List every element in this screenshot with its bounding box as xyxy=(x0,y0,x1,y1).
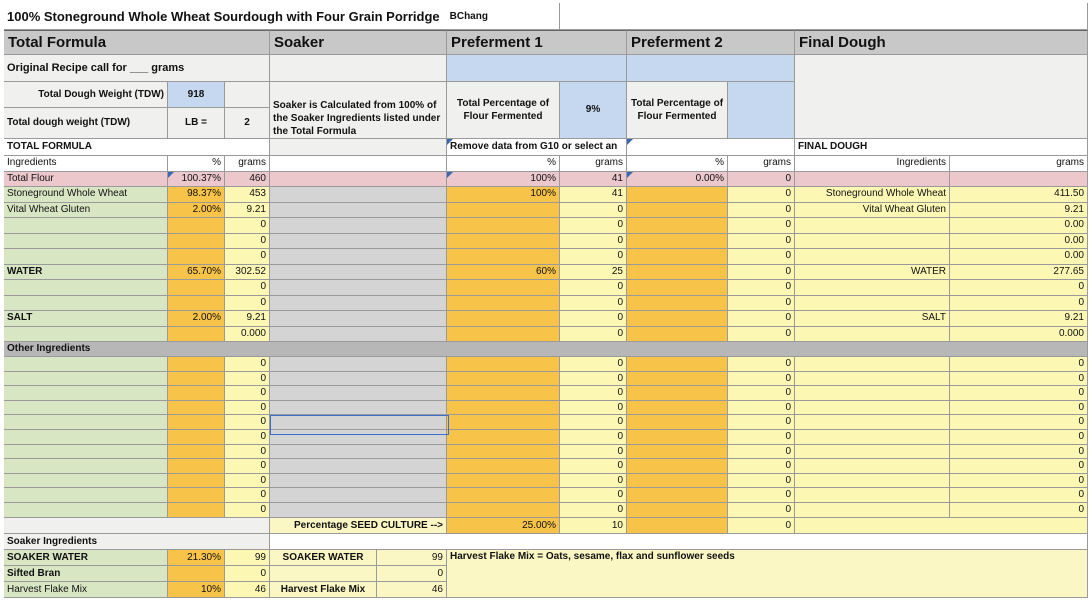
fd-name[interactable] xyxy=(795,503,950,518)
section-total-formula: Total Formula xyxy=(4,30,270,55)
pf2-grams[interactable]: 0 xyxy=(728,459,795,474)
tf-ingredient-name[interactable]: Total Flour xyxy=(4,172,168,188)
empty-cell[interactable] xyxy=(560,3,1088,30)
pf1-grams[interactable]: 0 xyxy=(560,234,627,250)
pf1-pct[interactable] xyxy=(447,234,560,250)
pf2-grams-header: grams xyxy=(728,156,795,172)
soaker-cell[interactable] xyxy=(270,327,447,343)
tdw-lb-label: Total dough weight (TDW) xyxy=(4,108,168,139)
fd-grams[interactable]: 0 xyxy=(950,445,1088,460)
section-preferment-2: Preferment 2 xyxy=(627,30,795,55)
fd-name[interactable] xyxy=(795,401,950,416)
tf-ingredient-name[interactable] xyxy=(4,296,168,312)
pf1-grams[interactable]: 0 xyxy=(560,474,627,489)
pf2-pct[interactable] xyxy=(627,488,728,503)
fd-grams[interactable]: 277.65 xyxy=(950,265,1088,281)
pf1-note: Remove data from G10 or select an xyxy=(447,139,627,156)
fd-grams[interactable]: 0 xyxy=(950,296,1088,312)
other-name[interactable] xyxy=(4,445,168,460)
pf1-pct[interactable] xyxy=(447,474,560,489)
pf1-grams[interactable]: 0 xyxy=(560,311,627,327)
soaker-cell[interactable] xyxy=(270,488,447,503)
blank[interactable] xyxy=(4,518,270,534)
tf-pct[interactable]: 98.37% xyxy=(168,187,225,203)
pf2-pct[interactable] xyxy=(627,203,728,219)
other-name[interactable] xyxy=(4,415,168,430)
fd-name[interactable] xyxy=(795,415,950,430)
pf2-pct[interactable] xyxy=(627,459,728,474)
pf2-grams[interactable]: 0 xyxy=(728,401,795,416)
pf2-grams[interactable]: 0 xyxy=(728,249,795,265)
soaker-cell[interactable] xyxy=(270,357,447,372)
blank[interactable] xyxy=(795,518,1088,534)
pf2-pct[interactable] xyxy=(627,249,728,265)
pf1-grams[interactable]: 41 xyxy=(560,187,627,203)
tf-grams[interactable]: 453 xyxy=(225,187,270,203)
tf-grams[interactable]: 9.21 xyxy=(225,311,270,327)
soaker-ingredient-name[interactable]: Sifted Bran xyxy=(4,566,168,582)
pf2-grams[interactable]: 0 xyxy=(728,386,795,401)
soaker-grams[interactable]: 0 xyxy=(377,566,447,582)
cell-selection[interactable] xyxy=(270,415,449,435)
other-grams[interactable]: 0 xyxy=(225,430,270,445)
author-label: BChang xyxy=(449,10,488,22)
pf1-pct[interactable]: 100% xyxy=(447,172,560,188)
pf1-pct[interactable] xyxy=(447,488,560,503)
tf-pct[interactable] xyxy=(168,296,225,312)
fd-name[interactable] xyxy=(795,445,950,460)
pf1-grams[interactable]: 0 xyxy=(560,218,627,234)
soaker-ingredient-pct[interactable]: 21.30% xyxy=(168,550,225,566)
pf2-pct-label: Total Percentage of Flour Fermented xyxy=(627,82,728,139)
fd-ingredient-name[interactable] xyxy=(795,280,950,296)
pf2-pct[interactable] xyxy=(627,234,728,250)
fd-ingredient-name[interactable] xyxy=(795,172,950,188)
pf2-grams[interactable]: 0 xyxy=(728,430,795,445)
tf-ingredient-name[interactable]: WATER xyxy=(4,265,168,281)
pf1-pct[interactable] xyxy=(447,401,560,416)
tdw-label: Total Dough Weight (TDW) xyxy=(4,82,168,108)
fd-name[interactable] xyxy=(795,386,950,401)
soaker-ingredient-grams[interactable]: 46 xyxy=(225,582,270,598)
soaker-ingredient-pct[interactable]: 10% xyxy=(168,582,225,598)
pf1-pct[interactable] xyxy=(447,386,560,401)
pf2-pct[interactable] xyxy=(627,518,728,534)
soaker-cell[interactable] xyxy=(270,386,447,401)
section-preferment-1: Preferment 1 xyxy=(447,30,627,55)
other-name[interactable] xyxy=(4,430,168,445)
soaker-cell[interactable] xyxy=(270,172,447,188)
soaker-ingredient-grams[interactable]: 0 xyxy=(225,566,270,582)
other-pct[interactable] xyxy=(168,401,225,416)
other-name[interactable] xyxy=(4,386,168,401)
pf2-pct[interactable] xyxy=(627,311,728,327)
other-name[interactable] xyxy=(4,488,168,503)
tf-pct[interactable]: 65.70% xyxy=(168,265,225,281)
pf1-grams[interactable]: 0 xyxy=(560,430,627,445)
pf1-pct[interactable]: 100% xyxy=(447,187,560,203)
soaker-cell[interactable] xyxy=(270,459,447,474)
tf-grams[interactable]: 0.000 xyxy=(225,327,270,343)
final-dough-label: FINAL DOUGH xyxy=(795,139,1088,156)
other-pct[interactable] xyxy=(168,459,225,474)
tdw-lb-value[interactable]: 2 xyxy=(225,108,270,139)
pf1-pct[interactable]: 60% xyxy=(447,265,560,281)
pf1-grams[interactable]: 0 xyxy=(560,445,627,460)
pf1-grams[interactable]: 0 xyxy=(560,296,627,312)
pf2-grams[interactable]: 0 xyxy=(728,488,795,503)
other-name[interactable] xyxy=(4,372,168,387)
comment-indicator-icon xyxy=(627,172,633,178)
pf1-grams[interactable]: 0 xyxy=(560,372,627,387)
tf-pct[interactable]: 2.00% xyxy=(168,203,225,219)
soaker-cell[interactable] xyxy=(270,218,447,234)
seed-culture-grams[interactable]: 10 xyxy=(560,518,627,534)
fd-grams-header: grams xyxy=(950,156,1088,172)
fd-ingredient-name[interactable]: WATER xyxy=(795,265,950,281)
fd-name[interactable] xyxy=(795,488,950,503)
soaker-blank[interactable] xyxy=(270,55,447,82)
tdw-value[interactable]: 918 xyxy=(168,82,225,108)
other-pct[interactable] xyxy=(168,372,225,387)
fd-ingredient-name[interactable] xyxy=(795,327,950,343)
final-blank[interactable] xyxy=(795,55,1088,139)
soaker-name[interactable]: SOAKER WATER xyxy=(270,550,377,566)
fd-ingredient-name[interactable] xyxy=(795,234,950,250)
other-grams[interactable]: 0 xyxy=(225,372,270,387)
pf1-pct[interactable] xyxy=(447,357,560,372)
other-pct[interactable] xyxy=(168,430,225,445)
pf1-grams[interactable]: 0 xyxy=(560,327,627,343)
tf-ingredient-name[interactable]: Vital Wheat Gluten xyxy=(4,203,168,219)
fd-name[interactable] xyxy=(795,430,950,445)
fd-grams[interactable]: 0 xyxy=(950,386,1088,401)
tf-pct[interactable] xyxy=(168,280,225,296)
pf1-pct[interactable] xyxy=(447,415,560,430)
blank[interactable] xyxy=(270,534,1088,550)
other-pct[interactable] xyxy=(168,503,225,518)
other-grams[interactable]: 0 xyxy=(225,488,270,503)
pf2-pct[interactable] xyxy=(627,218,728,234)
other-name[interactable] xyxy=(4,459,168,474)
fd-grams[interactable]: 0 xyxy=(950,459,1088,474)
pf2-pct-header: % xyxy=(627,156,728,172)
comment-indicator-icon xyxy=(447,172,453,178)
pf2-grams[interactable]: 0 xyxy=(728,474,795,489)
fd-name[interactable] xyxy=(795,357,950,372)
fd-grams[interactable]: 0 xyxy=(950,488,1088,503)
fd-ingredient-name[interactable]: Vital Wheat Gluten xyxy=(795,203,950,219)
tf-ingredient-name[interactable] xyxy=(4,218,168,234)
tf-ingredient-name[interactable]: SALT xyxy=(4,311,168,327)
other-grams[interactable]: 0 xyxy=(225,415,270,430)
tf-grams[interactable]: 302.52 xyxy=(225,265,270,281)
other-grams[interactable]: 0 xyxy=(225,474,270,489)
pf1-grams[interactable]: 0 xyxy=(560,503,627,518)
fd-grams[interactable]: 9.21 xyxy=(950,311,1088,327)
soaker-cell[interactable] xyxy=(270,445,447,460)
pf1-grams[interactable]: 0 xyxy=(560,357,627,372)
fd-grams[interactable]: 0 xyxy=(950,401,1088,416)
pf1-grams[interactable]: 0 xyxy=(560,203,627,219)
comment-indicator-icon xyxy=(168,172,174,178)
other-pct[interactable] xyxy=(168,357,225,372)
ingredients-header: Ingredients xyxy=(4,156,168,172)
pf1-grams[interactable]: 0 xyxy=(560,488,627,503)
pf1-pct[interactable] xyxy=(447,218,560,234)
pf1-pct[interactable] xyxy=(447,430,560,445)
fd-ingredient-name[interactable] xyxy=(795,296,950,312)
pf2-grams[interactable]: 0 xyxy=(728,445,795,460)
fd-ingredient-name[interactable]: Stoneground Whole Wheat xyxy=(795,187,950,203)
fd-ingredients-header: Ingredients xyxy=(795,156,950,172)
pf1-grams-header: grams xyxy=(560,156,627,172)
soaker-grams[interactable]: 46 xyxy=(377,582,447,598)
soaker-cell[interactable] xyxy=(270,203,447,219)
pf1-grams[interactable]: 0 xyxy=(560,415,627,430)
pf1-pct[interactable] xyxy=(447,372,560,387)
blank[interactable] xyxy=(270,156,447,172)
pf2-note[interactable] xyxy=(627,139,795,156)
pf2-grams[interactable]: 0 xyxy=(728,518,795,534)
sheet-title[interactable]: 100% Stoneground Whole Wheat Sourdough with Four Grain Porridge BChang xyxy=(4,3,560,30)
soaker-cell[interactable] xyxy=(270,401,447,416)
fd-grams[interactable]: 0 xyxy=(950,474,1088,489)
tf-grams[interactable]: 0 xyxy=(225,249,270,265)
pf1-pct[interactable] xyxy=(447,296,560,312)
comment-indicator-icon xyxy=(627,139,633,145)
pf2-pct[interactable] xyxy=(627,474,728,489)
pf1-grams[interactable]: 0 xyxy=(560,280,627,296)
pf2-grams[interactable]: 0 xyxy=(728,372,795,387)
fd-grams[interactable]: 0 xyxy=(950,415,1088,430)
fd-grams[interactable] xyxy=(950,172,1088,188)
fd-grams[interactable]: 0 xyxy=(950,280,1088,296)
fd-grams[interactable]: 0.00 xyxy=(950,249,1088,265)
pf2-pct[interactable] xyxy=(627,503,728,518)
pf2-pct[interactable] xyxy=(627,296,728,312)
pf1-pct[interactable] xyxy=(447,503,560,518)
soaker-cell[interactable] xyxy=(270,265,447,281)
other-ingredients-label: Other Ingredients xyxy=(4,342,1088,357)
tdw-lb-unit: LB = xyxy=(168,108,225,139)
pf2-pct-value[interactable] xyxy=(728,82,795,139)
other-grams[interactable]: 0 xyxy=(225,386,270,401)
pf2-pct[interactable] xyxy=(627,386,728,401)
fd-ingredient-name[interactable]: SALT xyxy=(795,311,950,327)
pf1-pct[interactable] xyxy=(447,249,560,265)
fd-ingredient-name[interactable] xyxy=(795,218,950,234)
pf2-pct[interactable] xyxy=(627,280,728,296)
soaker-cell[interactable] xyxy=(270,503,447,518)
other-name[interactable] xyxy=(4,474,168,489)
fd-grams[interactable]: 0.00 xyxy=(950,234,1088,250)
fd-ingredient-name[interactable] xyxy=(795,249,950,265)
tf-grams[interactable]: 9.21 xyxy=(225,203,270,219)
soaker-cell[interactable] xyxy=(270,187,447,203)
pf1-grams[interactable]: 0 xyxy=(560,459,627,474)
grams-header: grams xyxy=(225,156,270,172)
soaker-ingredient-pct[interactable] xyxy=(168,566,225,582)
fd-grams[interactable]: 0.00 xyxy=(950,218,1088,234)
tf-ingredient-name[interactable]: Stoneground Whole Wheat xyxy=(4,187,168,203)
soaker-cell[interactable] xyxy=(270,296,447,312)
other-grams[interactable]: 0 xyxy=(225,459,270,474)
pf1-grams[interactable]: 0 xyxy=(560,386,627,401)
pf1-blank[interactable] xyxy=(447,55,627,82)
pf1-pct-label: Total Percentage of Flour Fermented xyxy=(447,82,560,139)
tf-pct[interactable] xyxy=(168,249,225,265)
other-pct[interactable] xyxy=(168,415,225,430)
fd-grams[interactable]: 0 xyxy=(950,430,1088,445)
tf-grams[interactable]: 0 xyxy=(225,280,270,296)
soaker-note: Soaker is Calculated from 100% of the Soaker Ingredients listed under the Total Formula xyxy=(270,82,447,139)
soaker-name[interactable] xyxy=(270,566,377,582)
pf1-grams[interactable]: 25 xyxy=(560,265,627,281)
pf2-grams[interactable]: 0 xyxy=(728,415,795,430)
tf-grams[interactable]: 460 xyxy=(225,172,270,188)
fd-grams[interactable]: 0.000 xyxy=(950,327,1088,343)
section-final-dough: Final Dough xyxy=(795,30,1088,55)
fd-grams[interactable]: 0 xyxy=(950,357,1088,372)
pf1-pct[interactable] xyxy=(447,311,560,327)
pf2-grams[interactable]: 0 xyxy=(728,234,795,250)
pf2-grams[interactable]: 0 xyxy=(728,203,795,219)
pf1-grams[interactable]: 0 xyxy=(560,401,627,416)
pf2-pct[interactable] xyxy=(627,415,728,430)
other-name[interactable] xyxy=(4,357,168,372)
other-grams[interactable]: 0 xyxy=(225,445,270,460)
section-soaker: Soaker xyxy=(270,30,447,55)
tf-pct[interactable] xyxy=(168,218,225,234)
pf1-pct[interactable] xyxy=(447,327,560,343)
tf-pct[interactable]: 2.00% xyxy=(168,311,225,327)
original-recipe-label: Original Recipe call for ___ grams xyxy=(4,55,270,82)
pf1-pct[interactable] xyxy=(447,280,560,296)
other-grams[interactable]: 0 xyxy=(225,357,270,372)
pf2-pct[interactable]: 0.00% xyxy=(627,172,728,188)
pf2-pct[interactable] xyxy=(627,265,728,281)
pf2-pct[interactable] xyxy=(627,401,728,416)
soaker-ingredient-name[interactable]: Harvest Flake Mix xyxy=(4,582,168,598)
pf2-grams[interactable]: 0 xyxy=(728,280,795,296)
pf2-grams[interactable]: 0 xyxy=(728,172,795,188)
soaker-cell[interactable] xyxy=(270,311,447,327)
pf2-grams[interactable]: 0 xyxy=(728,357,795,372)
other-pct[interactable] xyxy=(168,488,225,503)
pf2-grams[interactable]: 0 xyxy=(728,218,795,234)
blank[interactable] xyxy=(270,139,447,156)
pf2-pct[interactable] xyxy=(627,372,728,387)
fd-grams[interactable]: 411.50 xyxy=(950,187,1088,203)
other-name[interactable] xyxy=(4,401,168,416)
pf1-grams[interactable]: 41 xyxy=(560,172,627,188)
fd-name[interactable] xyxy=(795,372,950,387)
soaker-cell[interactable] xyxy=(270,372,447,387)
tf-ingredient-name[interactable] xyxy=(4,249,168,265)
fd-grams[interactable]: 9.21 xyxy=(950,203,1088,219)
pf2-grams[interactable]: 0 xyxy=(728,311,795,327)
soaker-grams[interactable]: 99 xyxy=(377,550,447,566)
comment-indicator-icon xyxy=(447,139,453,145)
pf2-pct[interactable] xyxy=(627,357,728,372)
other-pct[interactable] xyxy=(168,386,225,401)
blank[interactable] xyxy=(225,82,270,108)
pf2-grams[interactable]: 0 xyxy=(728,187,795,203)
pf2-grams[interactable]: 0 xyxy=(728,503,795,518)
tf-ingredient-name[interactable] xyxy=(4,327,168,343)
other-name[interactable] xyxy=(4,503,168,518)
pf1-pct[interactable] xyxy=(447,459,560,474)
soaker-ingredient-grams[interactable]: 99 xyxy=(225,550,270,566)
other-grams[interactable]: 0 xyxy=(225,401,270,416)
soaker-ingredients-label: Soaker Ingredients xyxy=(4,534,270,550)
fd-name[interactable] xyxy=(795,474,950,489)
seed-culture-pct[interactable]: 25.00% xyxy=(447,518,560,534)
pf2-pct[interactable] xyxy=(627,445,728,460)
tf-grams[interactable]: 0 xyxy=(225,234,270,250)
fd-grams[interactable]: 0 xyxy=(950,503,1088,518)
total-formula-label: TOTAL FORMULA xyxy=(4,139,270,156)
soaker-cell[interactable] xyxy=(270,280,447,296)
tf-ingredient-name[interactable] xyxy=(4,234,168,250)
soaker-cell[interactable] xyxy=(270,474,447,489)
pf2-grams[interactable]: 0 xyxy=(728,296,795,312)
pct-header: % xyxy=(168,156,225,172)
other-pct[interactable] xyxy=(168,474,225,489)
soaker-ingredient-name[interactable]: SOAKER WATER xyxy=(4,550,168,566)
tf-grams[interactable]: 0 xyxy=(225,296,270,312)
soaker-name[interactable]: Harvest Flake Mix xyxy=(270,582,377,598)
pf1-pct-value[interactable]: 9% xyxy=(560,82,627,139)
harvest-note: Harvest Flake Mix = Oats, sesame, flax and sunflower seeds xyxy=(447,550,1088,598)
pf1-grams[interactable]: 0 xyxy=(560,249,627,265)
soaker-cell[interactable] xyxy=(270,249,447,265)
pf1-pct[interactable] xyxy=(447,203,560,219)
pf2-pct[interactable] xyxy=(627,187,728,203)
pf2-blank[interactable] xyxy=(627,55,795,82)
tf-pct[interactable] xyxy=(168,327,225,343)
fd-name[interactable] xyxy=(795,459,950,474)
other-pct[interactable] xyxy=(168,445,225,460)
tf-ingredient-name[interactable] xyxy=(4,280,168,296)
other-grams[interactable]: 0 xyxy=(225,503,270,518)
soaker-cell[interactable] xyxy=(270,234,447,250)
pf2-pct[interactable] xyxy=(627,327,728,343)
pf2-pct[interactable] xyxy=(627,430,728,445)
tf-grams[interactable]: 0 xyxy=(225,218,270,234)
seed-culture-label: Percentage SEED CULTURE --> xyxy=(270,518,447,534)
pf2-grams[interactable]: 0 xyxy=(728,327,795,343)
tf-pct[interactable] xyxy=(168,234,225,250)
fd-grams[interactable]: 0 xyxy=(950,372,1088,387)
tf-pct[interactable]: 100.37% xyxy=(168,172,225,188)
pf2-grams[interactable]: 0 xyxy=(728,265,795,281)
pf1-pct[interactable] xyxy=(447,445,560,460)
pf1-pct-header: % xyxy=(447,156,560,172)
